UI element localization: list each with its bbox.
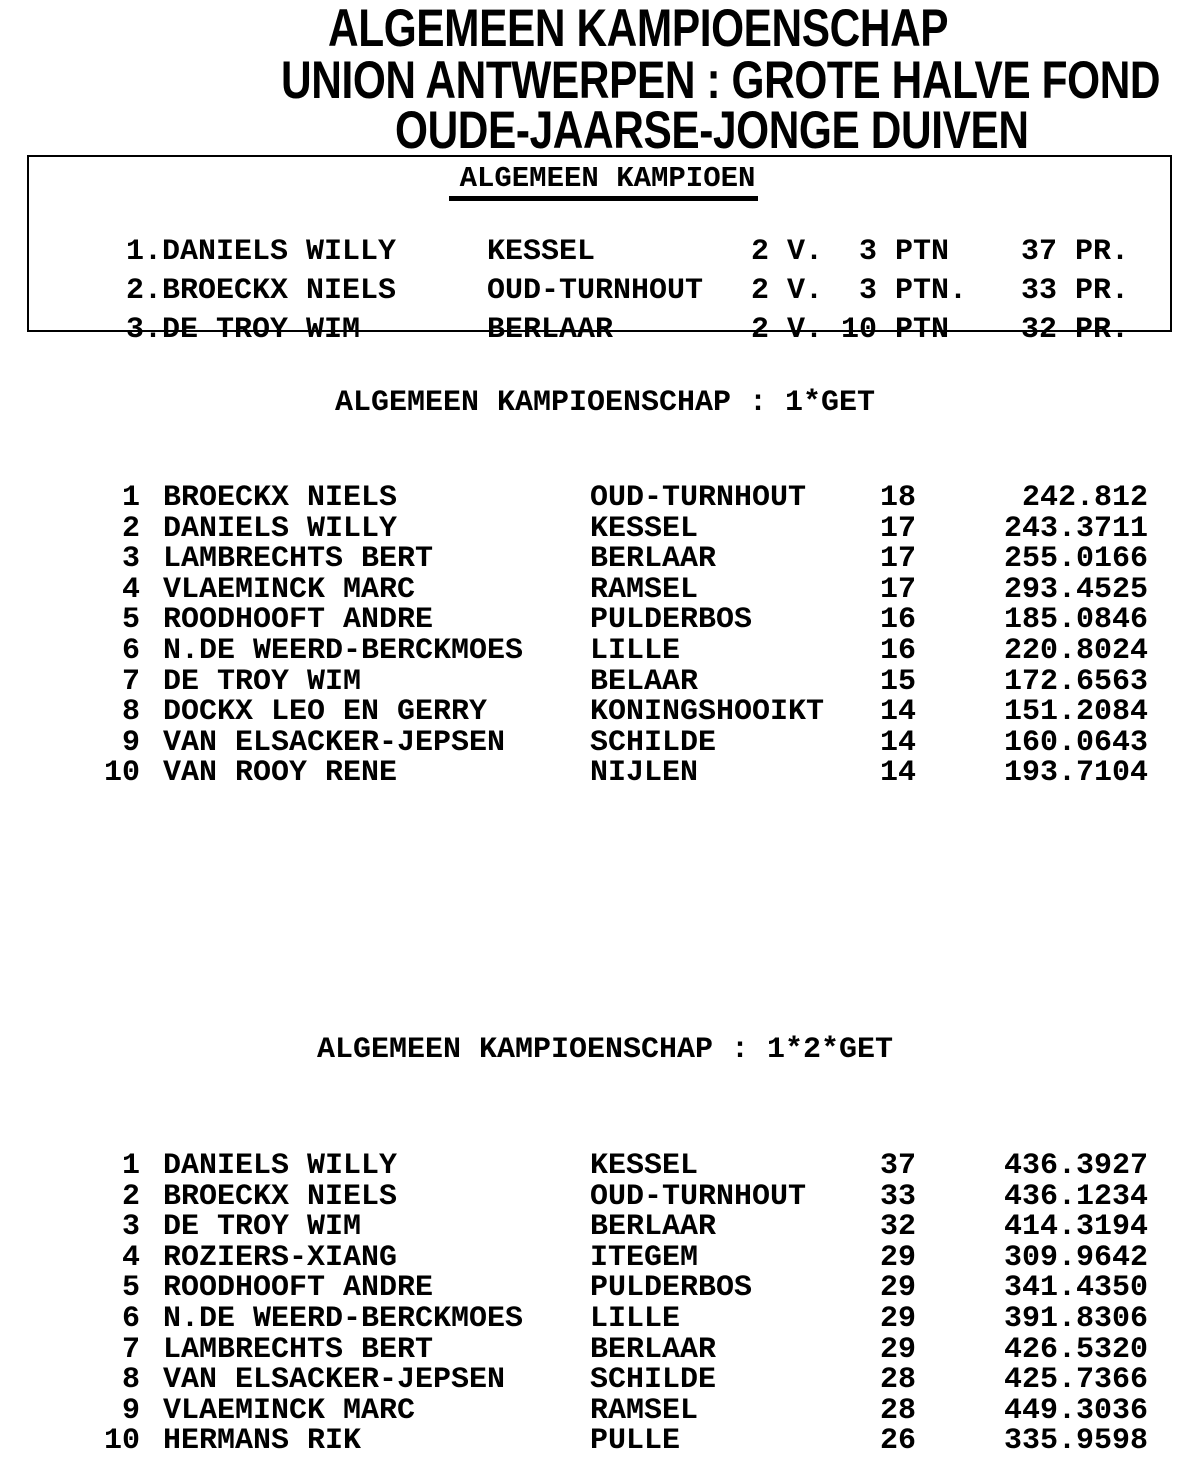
row-coefficient: 391.8306 <box>1003 1301 1148 1336</box>
row-name: DE TROY WIM <box>162 313 361 347</box>
row-city: BERLAAR <box>590 1332 717 1367</box>
row-city: BERLAAR <box>590 542 717 577</box>
row-city: BERLAAR <box>590 1210 717 1245</box>
champion-row <box>126 311 1162 350</box>
row-coefficient: 293.4525 <box>1003 572 1148 607</box>
ranking-row <box>103 1332 1148 1367</box>
row-rank: 1 <box>121 1149 140 1183</box>
row-name: DE TROY WIM <box>163 664 362 699</box>
row-city: ITEGEM <box>590 1240 699 1275</box>
ranking-row <box>103 633 1148 668</box>
row-city: OUD-TURNHOUT <box>590 481 807 515</box>
row-points: 16 <box>880 633 917 668</box>
row-rank: 10 <box>103 756 140 791</box>
row-name: ROODHOOFT ANDRE <box>163 603 434 638</box>
champion-row <box>126 233 1162 272</box>
row-coefficient: 425.7366 <box>1003 1363 1148 1398</box>
champion-heading-wrap <box>29 157 1170 201</box>
row-city: LILLE <box>590 633 681 668</box>
ranking-row <box>103 725 1148 760</box>
ranking-row <box>103 1273 1148 1304</box>
row-city: OUD-TURNHOUT <box>590 1179 807 1214</box>
section-heading-1get: ALGEMEEN KAMPIOENSCHAP : 1*GET <box>334 386 876 420</box>
ranking-row <box>103 1151 1148 1182</box>
row-coefficient: 243.3711 <box>1003 511 1148 546</box>
row-name: BROECKX NIELS <box>163 1179 398 1214</box>
row-coefficient: 436.1234 <box>1003 1179 1148 1214</box>
ranking-row <box>103 1179 1148 1214</box>
row-name: N.DE WEERD-BERCKMOES <box>163 1301 524 1336</box>
row-city: PULLE <box>590 1424 681 1459</box>
row-name: VAN ELSACKER-JEPSEN <box>163 1363 506 1398</box>
row-position: 3. <box>126 313 163 347</box>
row-name: HERMANS RIK <box>163 1424 362 1459</box>
row-points: 29 <box>880 1271 917 1306</box>
champion-heading: ALGEMEEN KAMPIOEN <box>449 164 759 201</box>
row-rank: 7 <box>121 1332 140 1367</box>
row-coefficient: 255.0166 <box>1003 542 1148 577</box>
title-line-2: UNION ANTWERPEN : GROTE HALVE FOND <box>281 51 1161 110</box>
row-name: ROODHOOFT ANDRE <box>163 1271 434 1306</box>
ranking-row <box>103 1393 1148 1428</box>
ranking-row <box>103 664 1148 699</box>
row-coefficient: 185.0846 <box>1003 603 1148 638</box>
row-city: KESSEL <box>487 235 596 269</box>
ranking-table-1get <box>103 483 1148 789</box>
row-name: LAMBRECHTS BERT <box>163 542 434 577</box>
row-city: KESSEL <box>590 511 699 546</box>
ranking-table-1-2get <box>103 1151 1148 1457</box>
row-name: VAN ROOY RENE <box>163 756 398 791</box>
row-city: NIJLEN <box>590 756 699 791</box>
row-coefficient: 436.3927 <box>1003 1149 1148 1183</box>
ranking-row <box>103 697 1148 728</box>
row-city: PULDERBOS <box>590 603 753 638</box>
row-position: 2. <box>126 274 163 308</box>
row-points: 28 <box>880 1363 917 1398</box>
row-rank: 9 <box>121 1393 140 1428</box>
section-heading-1-2get: ALGEMEEN KAMPIOENSCHAP : 1*2*GET <box>316 1033 894 1067</box>
row-coefficient: 335.9598 <box>1003 1424 1148 1459</box>
ranking-row <box>103 605 1148 636</box>
row-points: 28 <box>880 1393 917 1428</box>
row-name: BROECKX NIELS <box>162 274 397 308</box>
row-rank: 3 <box>121 1210 140 1245</box>
row-points: 18 <box>880 481 917 515</box>
row-rank: 9 <box>121 725 140 760</box>
row-coefficient: 220.8024 <box>1003 633 1148 668</box>
ranking-row <box>103 511 1148 546</box>
row-points: 17 <box>880 511 917 546</box>
row-points: 37 <box>880 1149 917 1183</box>
row-points: 32 <box>880 1210 917 1245</box>
row-position: 1. <box>126 235 163 269</box>
row-rank: 4 <box>121 572 140 607</box>
row-name: N.DE WEERD-BERCKMOES <box>163 633 524 668</box>
row-coefficient: 341.4350 <box>1003 1271 1148 1306</box>
row-points: 14 <box>880 695 917 730</box>
row-city: BELAAR <box>590 664 699 699</box>
row-city: BERLAAR <box>487 313 614 347</box>
row-city: KESSEL <box>590 1149 699 1183</box>
row-rank: 8 <box>121 1363 140 1398</box>
row-rank: 6 <box>121 633 140 668</box>
row-name: VLAEMINCK MARC <box>163 1393 416 1428</box>
row-name: LAMBRECHTS BERT <box>163 1332 434 1367</box>
row-rank: 7 <box>121 664 140 699</box>
row-points: 16 <box>880 603 917 638</box>
row-coefficient: 309.9642 <box>1003 1240 1148 1275</box>
row-name: DANIELS WILLY <box>162 235 397 269</box>
row-points: 14 <box>880 756 917 791</box>
row-name: ROZIERS-XIANG <box>163 1240 398 1275</box>
row-rank: 4 <box>121 1240 140 1275</box>
row-result: 2 V. 3 PTN 37 PR. <box>751 235 1130 269</box>
row-city: LILLE <box>590 1301 681 1336</box>
row-rank: 8 <box>121 695 140 730</box>
row-coefficient: 242.812 <box>1021 481 1148 515</box>
ranking-row <box>103 1301 1148 1336</box>
row-result: 2 V. 10 PTN 32 PR. <box>751 313 1130 347</box>
row-name: VLAEMINCK MARC <box>163 572 416 607</box>
row-name: DANIELS WILLY <box>163 1149 398 1183</box>
row-rank: 5 <box>121 603 140 638</box>
ranking-row <box>103 1365 1148 1396</box>
row-coefficient: 172.6563 <box>1003 664 1148 699</box>
row-city: PULDERBOS <box>590 1271 753 1306</box>
row-points: 17 <box>880 572 917 607</box>
title-line-3: OUDE-JAARSE-JONGE DUIVEN <box>395 101 1029 160</box>
row-rank: 1 <box>121 481 140 515</box>
row-name: DOCKX LEO EN GERRY <box>163 695 488 730</box>
row-rank: 10 <box>103 1424 140 1459</box>
row-name: DANIELS WILLY <box>163 511 398 546</box>
row-city: SCHILDE <box>590 725 717 760</box>
row-coefficient: 449.3036 <box>1003 1393 1148 1428</box>
row-name: VAN ELSACKER-JEPSEN <box>163 725 506 760</box>
champion-box <box>27 155 1172 347</box>
row-coefficient: 160.0643 <box>1003 725 1148 760</box>
row-coefficient: 193.7104 <box>1003 756 1148 791</box>
title-line-1: ALGEMEEN KAMPIOENSCHAP <box>328 0 949 58</box>
row-city: OUD-TURNHOUT <box>487 274 704 308</box>
ranking-row <box>103 1426 1148 1457</box>
row-rank: 5 <box>121 1271 140 1306</box>
row-points: 17 <box>880 542 917 577</box>
row-rank: 6 <box>121 1301 140 1336</box>
ranking-row <box>103 758 1148 789</box>
row-points: 26 <box>880 1424 917 1459</box>
row-points: 14 <box>880 725 917 760</box>
champion-row <box>126 272 1162 311</box>
champion-rows <box>126 233 1162 350</box>
ranking-row <box>103 544 1148 575</box>
row-name: DE TROY WIM <box>163 1210 362 1245</box>
row-coefficient: 414.3194 <box>1003 1210 1148 1245</box>
row-points: 33 <box>880 1179 917 1214</box>
row-result: 2 V. 3 PTN. 33 PR. <box>751 274 1130 308</box>
row-coefficient: 426.5320 <box>1003 1332 1148 1367</box>
row-points: 29 <box>880 1240 917 1275</box>
ranking-row <box>103 1240 1148 1275</box>
row-name: BROECKX NIELS <box>163 481 398 515</box>
ranking-row <box>103 572 1148 607</box>
ranking-row <box>103 1212 1148 1243</box>
row-city: KONINGSHOOIKT <box>590 695 825 730</box>
row-rank: 2 <box>121 1179 140 1214</box>
row-city: SCHILDE <box>590 1363 717 1398</box>
row-coefficient: 151.2084 <box>1003 695 1148 730</box>
row-city: RAMSEL <box>590 1393 699 1428</box>
ranking-row <box>103 483 1148 514</box>
row-points: 15 <box>880 664 917 699</box>
row-rank: 2 <box>121 511 140 546</box>
row-points: 29 <box>880 1301 917 1336</box>
row-city: RAMSEL <box>590 572 699 607</box>
row-points: 29 <box>880 1332 917 1367</box>
row-rank: 3 <box>121 542 140 577</box>
